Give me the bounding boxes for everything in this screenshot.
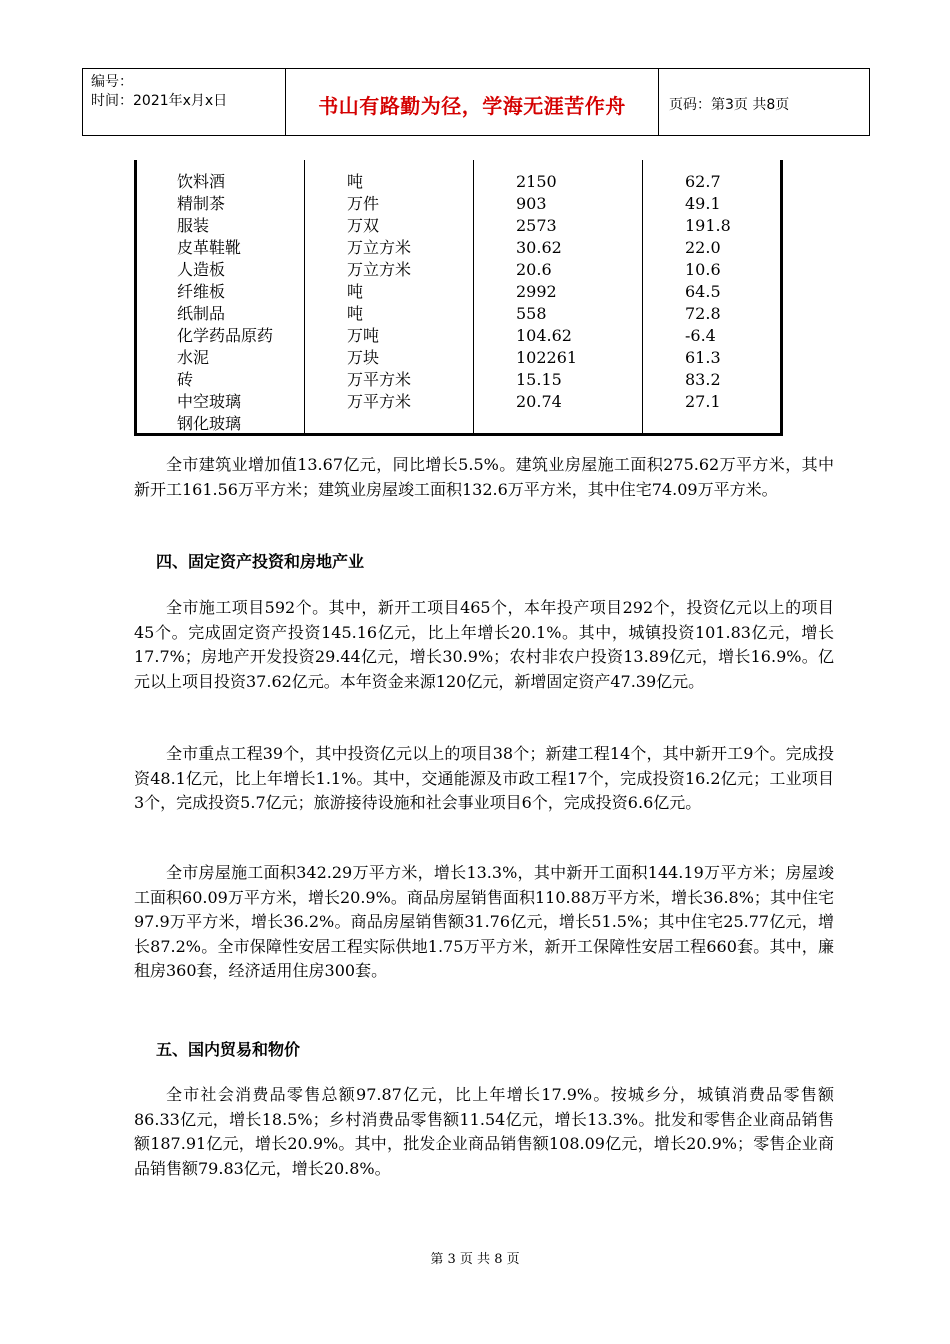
table-row [137,347,780,369]
table-row [137,325,780,347]
section-heading-investment: 四、固定资产投资和房地产业 [156,552,365,571]
product-unit: 万块 [347,348,380,367]
product-unit: 万平方米 [347,370,412,389]
paragraph-key-projects: 全市重点工程39个，其中投资亿元以上的项目38个；新建工程14个，其中新开工9个。完成投资48.1亿元，比上年增长1.1%。其中，交通能源及市政工程17个，完成投资16.2亿元；工业项目3个，完成投资5.7亿元；旅游接待设施和社会事业项目6个，完成投资6.6亿元。 [134,744,834,813]
product-value: 102261 [516,348,578,367]
product-name: 皮革鞋靴 [177,238,242,257]
product-growth: 62.7 [685,172,721,191]
paragraph-trade: 全市社会消费品零售总额97.87亿元，比上年增长17.9%。按城乡分，城镇消费品零售额86.33亿元，增长18.5%；乡村消费品零售额11.54亿元，增长13.3%。批发和零售企业商品销售额187.91亿元，增长20.9%。其中，批发企业商品销售额108.09亿元，增长20.9%；零售企业商品销售额79.83亿元，增长20.8%。 [134,1085,834,1178]
product-name: 人造板 [177,260,226,279]
table-row [137,193,780,215]
header-page-info: 页码：第3页 共8页 [669,97,790,113]
product-value: 20.6 [516,260,552,279]
product-growth: -6.4 [685,326,716,345]
product-growth: 49.1 [685,194,721,213]
product-unit: 吨 [347,172,364,191]
table-row [137,237,780,259]
document-number-label: 编号： [91,74,133,90]
product-unit: 吨 [347,304,364,323]
product-output-table [134,160,783,436]
product-name: 纸制品 [177,304,226,323]
paragraph-housing: 全市房屋施工面积342.29万平方米，增长13.3%，其中新开工面积144.19万平方米；房屋竣工面积60.09万平方米，增长20.9%。商品房屋销售面积110.88万平方米，增长36.8%；其中住宅97.9万平方米，增长36.2%。商品房屋销售额31.76亿元，增长51.5%；其中住宅25.77亿元，增长87.2%。全市保障性安居工程实际供地1.75万平方米，新开工保障性安居工程660套。其中，廉租房360套，经济适用住房300套。 [134,863,834,981]
product-growth: 27.1 [685,392,721,411]
page-header [82,68,870,136]
product-name: 饮料酒 [177,172,226,191]
document-date: 时间：2021年x月x日 [91,93,228,109]
table-row [137,369,780,391]
product-value: 30.62 [516,238,562,257]
product-growth: 191.8 [685,216,731,235]
table-row [137,215,780,237]
product-value: 2573 [516,216,557,235]
product-name: 纤维板 [177,282,226,301]
product-unit: 万双 [347,216,380,235]
product-value: 20.74 [516,392,562,411]
product-name: 中空玻璃 [177,392,242,411]
page-footer: 第 3 页 共 8 页 [430,1252,520,1267]
product-unit: 万吨 [347,326,380,345]
product-value: 104.62 [516,326,572,345]
product-unit: 万立方米 [347,238,412,257]
table-row [137,259,780,281]
product-growth: 61.3 [685,348,721,367]
product-name: 水泥 [177,348,210,367]
product-value: 15.15 [516,370,562,389]
product-unit: 吨 [347,282,364,301]
paragraph-fixed-investment: 全市施工项目592个。其中，新开工项目465个，本年投产项目292个，投资亿元以上的项目45个。完成固定资产投资145.16亿元，比上年增长20.1%。其中，城镇投资101.83亿元，增长17.7%；房地产开发投资29.44亿元，增长30.9%；农村非农户投资13.89亿元，增长16.9%。亿元以上项目投资37.62亿元。本年资金来源120亿元，新增固定资产47.39亿元。 [134,598,834,691]
product-value: 558 [516,304,547,323]
product-name: 砖 [177,370,194,389]
product-name: 化学药品原药 [177,326,274,345]
section-heading-trade: 五、国内贸易和物价 [156,1040,301,1059]
product-growth: 10.6 [685,260,721,279]
header-meta [83,69,286,135]
product-unit: 万件 [347,194,380,213]
paragraph-construction: 全市建筑业增加值13.67亿元，同比增长5.5%。建筑业房屋施工面积275.62万平方米，其中新开工161.56万平方米；建筑业房屋竣工面积132.6万平方米，其中住宅74.09万平方米。 [134,455,834,499]
table-row [137,281,780,303]
product-name: 服装 [177,216,210,235]
table-row [137,391,780,413]
product-unit: 万立方米 [347,260,412,279]
product-name: 精制茶 [177,194,226,213]
product-value: 903 [516,194,547,213]
product-growth: 83.2 [685,370,721,389]
product-value: 2992 [516,282,557,301]
product-growth: 22.0 [685,238,721,257]
table-row [137,171,780,193]
product-growth: 72.8 [685,304,721,323]
product-growth: 64.5 [685,282,721,301]
header-motto: 书山有路勤为径，学海无涯苦作舟 [286,69,659,135]
product-value: 2150 [516,172,557,191]
table-row [137,303,780,325]
table-row [137,413,780,435]
product-name: 钢化玻璃 [177,414,242,433]
product-unit: 万平方米 [347,392,412,411]
